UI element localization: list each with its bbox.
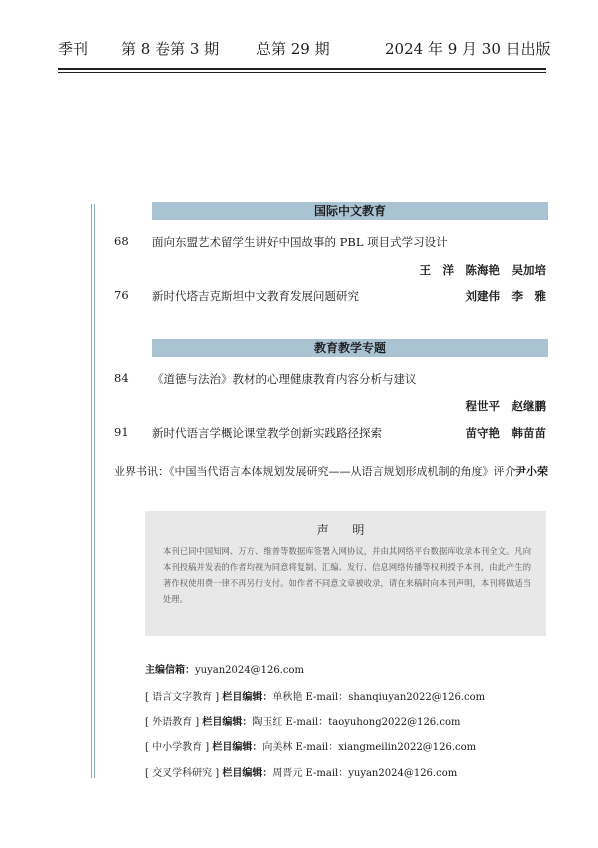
header-publish-date: 2024 年 9 月 30 日出版	[385, 40, 551, 58]
column-editor-contact	[145, 764, 457, 779]
column-editor-contact	[145, 738, 476, 753]
article-authors: 王 洋 陈海艳 吴加培	[419, 263, 546, 277]
section-heading-intl-chinese: 国际中文教育	[152, 202, 548, 220]
contact-email[interactable]: yuyan2024@126.com	[195, 665, 304, 676]
margin-line-left	[91, 204, 92, 778]
header-rule-thick	[58, 68, 546, 70]
article-authors: 刘建伟 李 雅	[465, 289, 546, 303]
notice-body: 本刊已同中国知网、万方、维普等数据库签署入网协议，并由其网络平台数据库收录本刊全文。凡向本刊投稿并发表的作者均视为同意将复制、汇编、发行、信息网络传播等权利授予本刊，由此产生的著作权使用费一律不再另行支付。如作者不同意文章被收录，请在来稿时向本刊声明，本刊将做适当处理。	[163, 546, 531, 604]
header-volume-issue: 第 8 卷第 3 期	[121, 40, 220, 58]
contact-label: 栏目编辑：	[212, 742, 263, 753]
contact-column: [ 外语教育 ]	[145, 717, 203, 728]
article-title[interactable]: 面向东盟艺术留学生讲好中国故事的 PBL 项目式学习设计	[152, 235, 448, 249]
notice-heading: 声 明	[316, 523, 375, 537]
contact-name: 单秋艳	[272, 692, 303, 703]
article-authors: 程世平 赵继鹏	[465, 399, 546, 413]
section-heading-teaching-topics: 教育教学专题	[152, 339, 548, 357]
contact-label: 栏目编辑：	[222, 692, 273, 703]
article-page-number: 91	[114, 425, 129, 439]
journal-header	[0, 38, 598, 58]
article-title[interactable]: 《道德与法治》教材的心理健康教育内容分析与建议	[152, 372, 417, 386]
article-page-number: 68	[114, 234, 129, 248]
contact-name: 陶玉红	[252, 717, 283, 728]
contact-email[interactable]: E-mail：xiangmeilin2022@126.com	[295, 742, 477, 753]
contact-name: 周晋元	[272, 768, 303, 779]
article-title[interactable]: 新时代塔吉克斯坦中文教育发展问题研究	[152, 289, 359, 303]
contact-email[interactable]: E-mail：shanqiuyan2022@126.com	[305, 692, 486, 703]
column-editor-contact	[145, 713, 460, 728]
header-rule-thin	[58, 72, 546, 73]
article-authors: 苗守艳 韩苗苗	[465, 426, 546, 440]
book-review-title[interactable]: 业界书讯：《中国当代语言本体规划发展研究——从语言规划形成机制的角度》评介	[114, 465, 516, 478]
chief-editor-contact	[145, 661, 304, 676]
copyright-notice-box	[145, 511, 546, 636]
column-editor-contact	[145, 688, 485, 703]
contact-label: 栏目编辑：	[222, 768, 273, 779]
margin-line-right	[94, 204, 95, 778]
contact-email[interactable]: E-mail：yuyan2024@126.com	[305, 768, 458, 779]
contact-label: 主编信箱：	[145, 665, 195, 676]
contact-label: 栏目编辑：	[202, 717, 253, 728]
contact-column: [ 语言文字教育 ]	[145, 692, 223, 703]
article-page-number: 76	[114, 288, 129, 302]
contact-column: [ 中小学教育 ]	[145, 742, 213, 753]
article-page-number: 84	[114, 371, 129, 385]
contact-email[interactable]: E-mail：taoyuhong2022@126.com	[285, 717, 461, 728]
article-title[interactable]: 新时代语言学概论课堂教学创新实践路径探索	[152, 426, 382, 440]
header-season: 季刊	[58, 40, 89, 58]
contact-column: [ 交叉学科研究 ]	[145, 768, 223, 779]
header-total-issue: 总第 29 期	[256, 40, 330, 58]
book-review-author: 尹小荣	[515, 465, 548, 478]
contact-name: 向美林	[262, 742, 293, 753]
